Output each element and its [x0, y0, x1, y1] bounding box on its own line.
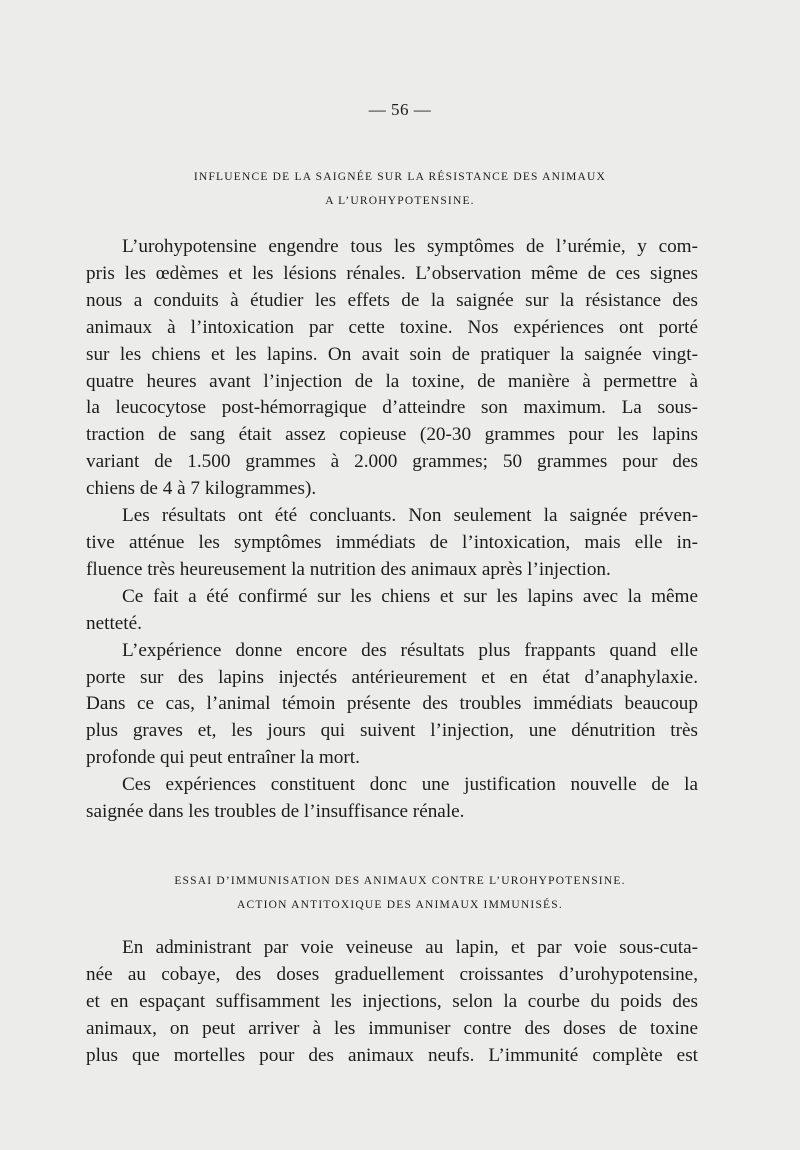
paragraph-line: et en espaçant suffisamment les injections, selon la courbe du poids des — [86, 990, 698, 1012]
paragraph-line: profonde qui peut entraîner la mort. — [86, 747, 360, 769]
paragraph-line: pris les œdèmes et les lésions rénales. L’observation même de ces signes — [86, 262, 698, 284]
paragraph-line: porte sur des lapins injectés antérieurement et en état d’anaphylaxie. — [86, 666, 698, 688]
heading-line: A L’UROHYPOTENSINE. — [325, 195, 475, 207]
paragraph-line: sur les chiens et les lapins. On avait soin de pratiquer la saignée vingt- — [86, 343, 698, 365]
section-heading-immunisation — [100, 869, 700, 917]
section-heading-saignee — [100, 165, 700, 213]
heading-line: ACTION ANTITOXIQUE DES ANIMAUX IMMUNISÉS. — [237, 899, 563, 911]
paragraph-line: fluence très heureusement la nutrition des animaux après l’injection. — [86, 558, 611, 580]
paragraph-line: L’urohypotensine engendre tous les symptômes de l’urémie, y com- — [122, 236, 698, 257]
paragraph-line: Les résultats ont été concluants. Non seulement la saignée préven- — [122, 505, 698, 527]
paragraph-line: En administrant par voie veineuse au lapin, et par voie sous-cuta- — [122, 937, 698, 958]
paragraph-line: L’expérience donne encore des résultats plus frappants quand elle — [122, 639, 698, 661]
paragraph-line: chiens de 4 à 7 kilogrammes). — [86, 478, 317, 500]
heading-line: ESSAI D’IMMUNISATION DES ANIMAUX CONTRE L’UROHYPOTENSINE. — [174, 875, 626, 887]
section-body-saignee — [86, 234, 698, 826]
heading-line: INFLUENCE DE LA SAIGNÉE SUR LA RÉSISTANCE DES ANIMAUX — [193, 171, 607, 183]
paragraph-line: Ce fait a été confirmé sur les chiens et sur les lapins avec la même — [122, 585, 698, 607]
paragraph-line: variant de 1.500 grammes à 2.000 grammes; 50 grammes pour des — [86, 451, 698, 473]
paragraph-line: quatre heures avant l’injection de la toxine, de manière à permettre à — [86, 370, 698, 392]
paragraph-line: plus graves et, les jours qui suivent l’injection, une dénutrition très — [86, 720, 698, 742]
paragraph-line: saignée dans les troubles de l’insuffisance rénale. — [86, 801, 465, 823]
paragraph-line: nous a conduits à étudier les effets de la saignée sur la résistance des — [86, 289, 698, 311]
paragraph-line: netteté. — [86, 612, 142, 634]
paragraph-line: Ces expériences constituent donc une justification nouvelle de la — [122, 774, 698, 796]
paragraph-line: plus que mortelles pour des animaux neufs. L’immunité complète est — [86, 1044, 698, 1066]
page-number: — 56 — — [368, 100, 432, 119]
paragraph-line: traction de sang était assez copieuse (20-30 grammes pour les lapins — [86, 424, 698, 446]
paragraph-line: la leucocytose post-hémorragique d’atteindre son maximum. La sous- — [86, 397, 698, 419]
section-body-immunisation — [86, 935, 698, 1070]
paragraph-line: tive atténue les symptômes immédiats de l’intoxication, mais elle in- — [86, 531, 698, 553]
paragraph-line: animaux, on peut arriver à les immuniser contre des doses de toxine — [86, 1017, 698, 1039]
paragraph-line: animaux à l’intoxication par cette toxine. Nos expériences ont porté — [86, 316, 698, 338]
paragraph-line: née au cobaye, des doses graduellement croissantes d’urohypotensine, — [86, 963, 698, 985]
paragraph-line: Dans ce cas, l’animal témoin présente des troubles immédiats beaucoup — [86, 693, 698, 715]
